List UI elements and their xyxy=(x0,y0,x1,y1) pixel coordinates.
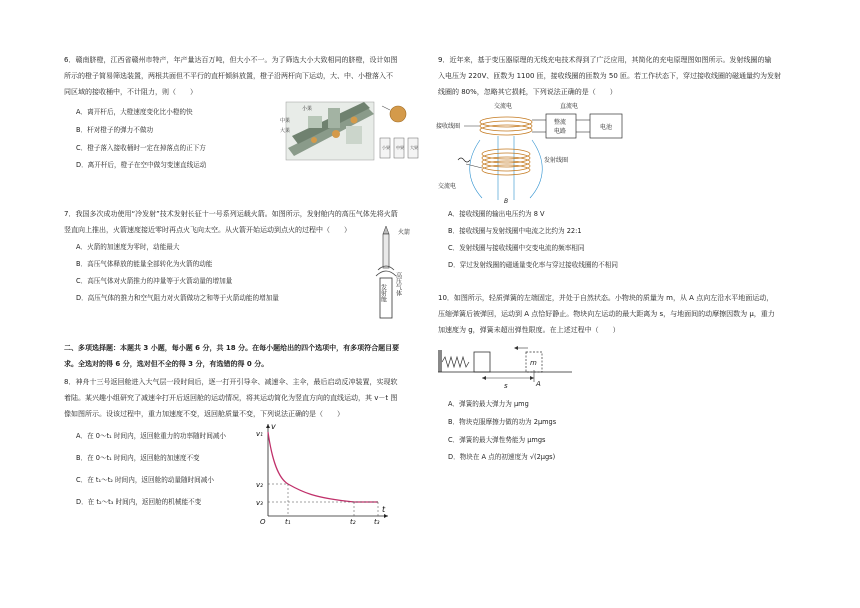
q10-line-2: 压缩弹簧后被弹回，运动到 A 点恰好静止。物块向左运动的最大距离为 s，与地面间的动摩擦因数为 μ，重力 xyxy=(438,310,775,318)
q7-option-b: B．高压气体释放的能量全部转化为火箭的动能 xyxy=(76,260,213,268)
q8-line-3: 像如图所示。设该过程中，重力加速度不变，返回舱质量不变，下列说法正确的是（ ） xyxy=(64,410,344,418)
q9-option-c: C．发射线圈与接收线圈中交变电流的频率相同 xyxy=(448,244,585,252)
wireless-charging-figure xyxy=(436,100,632,204)
q9-option-b: B．接收线圈与发射线圈中电流之比约为 22:1 xyxy=(448,227,582,235)
battery-label: 电池 xyxy=(600,124,613,131)
section-heading-line-2: 求。全选对的得 6 分，选对但不全的得 3 分，有选错的得 0 分。 xyxy=(64,360,269,368)
orange-sorter-figure xyxy=(278,96,428,166)
q9-line-2: 入电压为 220V、匝数为 1100 匝，接收线圈的匝数为 50 匝。若工作状态下，穿过接收线圈的磁通量约为发射 xyxy=(438,72,781,80)
q7-line-1: 7．我国多次成功使用“冷发射”技术发射长征十一号系列运载火箭。如图所示，发射舱内的高压气体先将火箭 xyxy=(64,210,398,218)
transmit-coil-label: 发射线圈 xyxy=(544,157,569,164)
rectifier-label-2: 电路 xyxy=(554,128,567,135)
v3-label: v₃ xyxy=(256,499,263,507)
q10-option-a: A．弹簧的最大弹力为 μmg xyxy=(448,400,529,408)
ac-bottom-label: 交流电 xyxy=(438,183,457,190)
q8-line-1: 8．神舟十三号返回舱进入大气层一段时间后，逐一打开引导伞、减速伞、主伞，最后启动反冲装置，实现软 xyxy=(64,378,398,386)
rectifier-label-1: 整流 xyxy=(554,119,567,126)
ac-top-label: 交流电 xyxy=(494,103,513,110)
q6-option-c: C．橙子落入接收桶时一定在掉落点的正下方 xyxy=(76,144,206,152)
q9-line-3: 线圈的 80%，忽略其它损耗，下列说法正确的是（ ） xyxy=(438,88,617,96)
q6-option-b: B．杆对橙子的弹力不做功 xyxy=(76,126,154,134)
q7-option-c: C．高压气体对火箭推力的冲量等于火箭动量的增加量 xyxy=(76,277,233,285)
q8-option-a: A．在 0～t₁ 时间内，返回舱重力的功率随时间减小 xyxy=(76,432,227,440)
point-a-label: A xyxy=(536,380,541,388)
q10-option-b: B．物块克服摩擦力做的功为 2μmgs xyxy=(448,418,557,426)
q8-option-c: C．在 t₁～t₂ 时间内，返回舱的动量随时间减小 xyxy=(76,476,214,484)
spring-block-figure xyxy=(436,344,576,392)
rocket-figure xyxy=(372,222,422,322)
gas-label: 高压气体 xyxy=(394,272,402,296)
t1-label: t₁ xyxy=(285,518,291,526)
t2-label: t₂ xyxy=(350,518,356,526)
vt-graph-figure xyxy=(254,420,394,526)
q6-line-2: 所示的橙子简易筛选装置，两根共面但不平行的直杆倾斜放置，橙子沿两杆向下运动，大、中、小橙落入不 xyxy=(64,72,393,80)
q10-option-c: C．弹簧的最大弹性势能为 μmgs xyxy=(448,436,546,444)
q6-option-a: A．离开杆后，大橙速度变化比小橙的快 xyxy=(76,108,193,116)
v1-label: v₁ xyxy=(256,430,263,438)
origin-label: O xyxy=(260,518,266,526)
q8-option-b: B．在 0～t₁ 时间内，返回舱的加速度不变 xyxy=(76,454,200,462)
q6-line-1: 6．赣南脐橙，江西省赣州市特产，年产量达百万吨，但大小不一。为了筛选大小大致相同的脐橙，设计如图 xyxy=(64,56,398,64)
q10-option-d: D．物块在 A 点的初速度为 √(2μgs) xyxy=(448,453,556,461)
q8-option-d: D．在 t₂～t₃ 时间内，返回舱的机械能不变 xyxy=(76,498,202,506)
mass-label: m xyxy=(530,359,537,367)
q10-line-3: 加速度为 g，弹簧未超出弹性限度。在上述过程中（ ） xyxy=(438,326,620,334)
dc-label: 直流电 xyxy=(560,103,579,110)
q9-option-a: A．接收线圈的输出电压约为 8 V xyxy=(448,210,545,218)
distance-label: s xyxy=(504,382,508,390)
q6-line-3: 同区域的接收桶中，不计阻力，则（ ） xyxy=(64,88,197,96)
q7-option-d: D．高压气体的推力和空气阻力对火箭做功之和等于火箭动能的增加量 xyxy=(76,294,279,302)
q6-option-d: D．离开杆后，橙子在空中做匀变速直线运动 xyxy=(76,161,207,169)
fig-label-big-fruit: 大果 xyxy=(280,128,291,134)
q10-line-1: 10．如图所示，轻质弹簧的左端固定，并处于自然状态。小物块的质量为 m，从 A 点向左沿水平地面运动， xyxy=(438,294,774,302)
bucket-label-mid: 中果 xyxy=(396,145,404,150)
v-axis-label: v xyxy=(271,422,276,431)
receive-coil-label: 接收线圈 xyxy=(436,123,461,130)
t3-label: t₃ xyxy=(374,518,380,526)
cabin-label: 发射舱 xyxy=(379,284,387,302)
q9-line-1: 9．近年来，基于变压器原理的无线充电技术得到了广泛应用，其简化的充电原理图如图所示。发射线圈的输 xyxy=(438,56,772,64)
fig-label-mid-fruit: 中果 xyxy=(280,118,291,124)
bucket-label-small: 小果 xyxy=(382,145,390,150)
q7-line-2: 竖直向上推出，火箭速度接近零时再点火飞向太空。从火箭开始运动到点火的过程中（ ） xyxy=(64,226,351,234)
v2-label: v₂ xyxy=(256,481,263,489)
q9-option-d: D．穿过发射线圈的磁通量变化率与穿过接收线圈的不相同 xyxy=(448,261,618,269)
b-field-label: B xyxy=(504,198,509,204)
t-axis-label: t xyxy=(382,505,386,514)
fig-label-small-fruit: 小果 xyxy=(302,106,313,112)
q7-option-a: A．火箭的加速度为零时，动能最大 xyxy=(76,243,180,251)
bucket-label-big: 大果 xyxy=(410,145,418,150)
section-heading-line-1: 二、多项选择题：本题共 3 小题，每小题 6 分，共 18 分。在每小题给出的四个选项中，有多项符合题目要 xyxy=(64,344,400,352)
q8-line-2: 着陆。某兴趣小组研究了减速伞打开后返回舱的运动情况，将其运动简化为竖直方向的直线运动，其 v－t 图 xyxy=(64,394,398,402)
rocket-label: 火箭 xyxy=(398,229,411,236)
